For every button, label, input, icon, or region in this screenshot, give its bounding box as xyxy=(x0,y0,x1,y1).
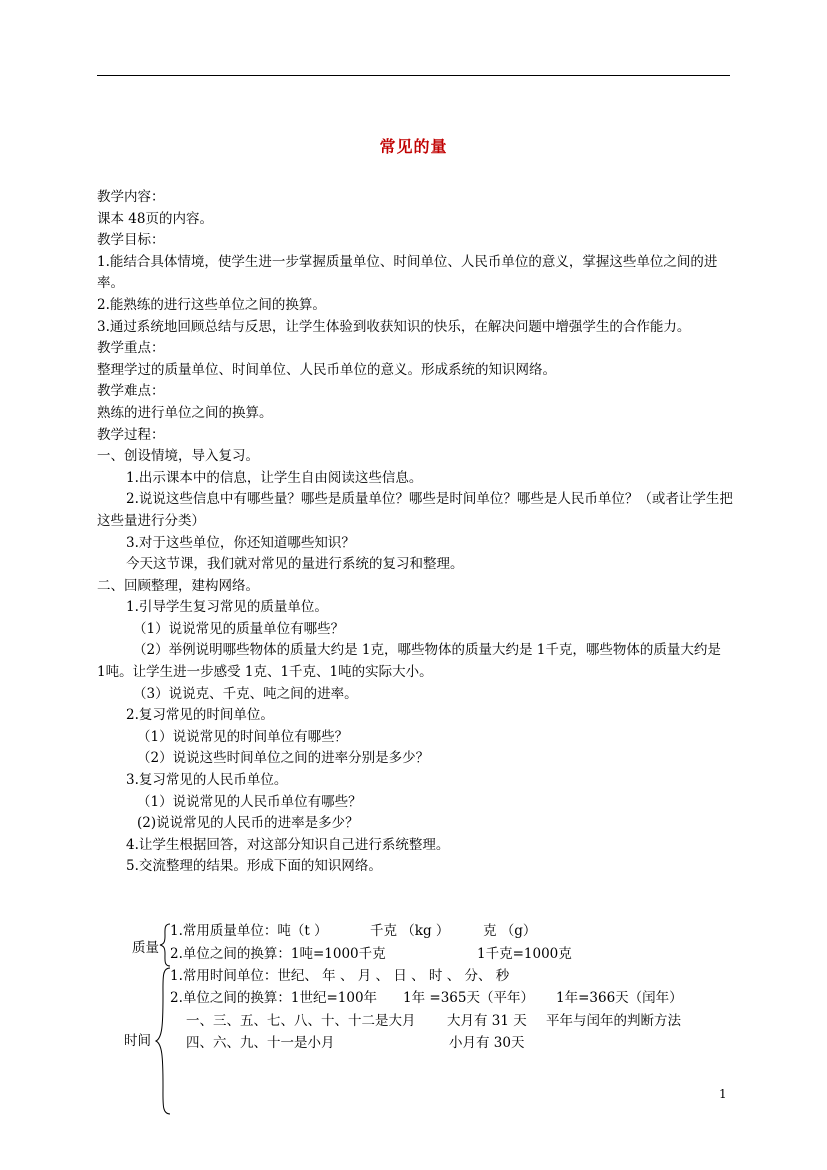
paragraph: 熟练的进行单位之间的换算。 xyxy=(97,404,273,421)
mass-unit-g: 克 （g） xyxy=(483,923,537,939)
paragraph: （1）说说常见的质量单位有哪些？ xyxy=(133,620,345,637)
document-title: 常见的量 xyxy=(379,137,448,156)
mass-conversion-line: 2.单位之间的换算：1吨=1000千克 xyxy=(170,946,386,962)
paragraph: 4.让学生根据回答，对这部分知识自己进行系统整理。 xyxy=(126,836,450,853)
paragraph: 1.引导学生复习常见的质量单位。 xyxy=(126,599,328,616)
paragraph: 3.对于这些单位，你还知道哪些知识？ xyxy=(126,534,355,551)
big-month-days: 大月有 31 天 xyxy=(447,1013,527,1029)
paragraph: （3）说说克、千克、吨之间的进率。 xyxy=(133,685,358,702)
paragraph: （1）说说常见的时间单位有哪些？ xyxy=(137,728,349,745)
paragraph: 一、创设情境，导入复习。 xyxy=(97,448,259,465)
paragraph: 2.说说这些信息中有哪些量？哪些是质量单位？哪些是时间单位？哪些是人民币单位？（或者让学生把这些量进行分类） xyxy=(97,491,733,529)
paragraph: 教学过程： xyxy=(97,426,165,443)
paragraph: 今天这节课，我们就对常见的量进行系统的复习和整理。 xyxy=(126,556,464,573)
paragraph: （2）举例说明哪些物体的质量大约是 1克，哪些物体的质量大约是 1千克，哪些物体的质量大约是 1吨。让学生进一步感受 1克、1千克、1吨的实际大小。 xyxy=(97,642,721,681)
paragraph: 教学难点： xyxy=(97,383,165,400)
paragraph: 5.交流整理的结果。形成下面的知识网络。 xyxy=(126,858,382,875)
paragraph: 课本 48页的内容。 xyxy=(97,210,213,227)
paragraph: （1）说说常见的人民币单位有哪些？ xyxy=(137,793,362,810)
mass-conversion-kg-g: 1千克=1000克 xyxy=(477,946,572,962)
paragraph: 整理学过的质量单位、时间单位、人民币单位的意义。形成系统的知识网络。 xyxy=(97,361,556,378)
paragraph: 2.复习常见的时间单位。 xyxy=(126,707,274,724)
paragraph: 1.出示课本中的信息，让学生自由阅读这些信息。 xyxy=(126,469,423,486)
paragraph: (2)说说常见的人民币的进率是多少？ xyxy=(137,815,359,832)
small-months-line: 四、六、九、十一是小月 xyxy=(186,1035,335,1051)
time-units-line: 1.常用时间单位：世纪、 年 、 月 、 日 、 时 、 分、 秒 xyxy=(170,968,510,984)
big-months-line: 一、三、五、七、八、十、十二是大月 xyxy=(186,1013,416,1029)
paragraph: 教学目标： xyxy=(97,232,165,249)
paragraph: （2）说说这些时间单位之间的进率分别是多少？ xyxy=(137,750,430,767)
mass-label: 质量 xyxy=(132,940,159,956)
paragraph: 2.能熟练的进行这些单位之间的换算。 xyxy=(97,296,326,313)
mass-unit-kg: 千克 （kg ） xyxy=(370,923,450,939)
time-conversion-line: 2.单位之间的换算：1世纪=100年 xyxy=(170,990,378,1006)
paragraph: 1.能结合具体情境，使学生进一步掌握质量单位、时间单位、人民币单位的意义，掌握这些单位之间的进率。 xyxy=(97,253,718,292)
paragraph: 3.通过系统地回顾总结与反思，让学生体验到收获知识的快乐，在解决问题中增强学生的合作能力。 xyxy=(97,318,691,335)
mass-units-line: 1.常用质量单位：吨（t ） xyxy=(170,923,328,939)
leap-year-method: 平年与闰年的判断方法 xyxy=(546,1013,681,1029)
paragraph: 二、回顾整理，建构网络。 xyxy=(97,577,259,594)
small-month-days: 小月有 30天 xyxy=(449,1035,525,1051)
paragraph: 教学内容： xyxy=(97,189,165,205)
page-number: 1 xyxy=(719,1087,727,1101)
time-leap-year: 1年=366天（闰年） xyxy=(556,990,683,1006)
time-common-year: 1年 =365天（平年） xyxy=(403,990,534,1006)
paragraph: 教学重点： xyxy=(97,340,165,357)
paragraph: 3.复习常见的人民币单位。 xyxy=(126,772,288,789)
time-label: 时间 xyxy=(124,1033,151,1049)
